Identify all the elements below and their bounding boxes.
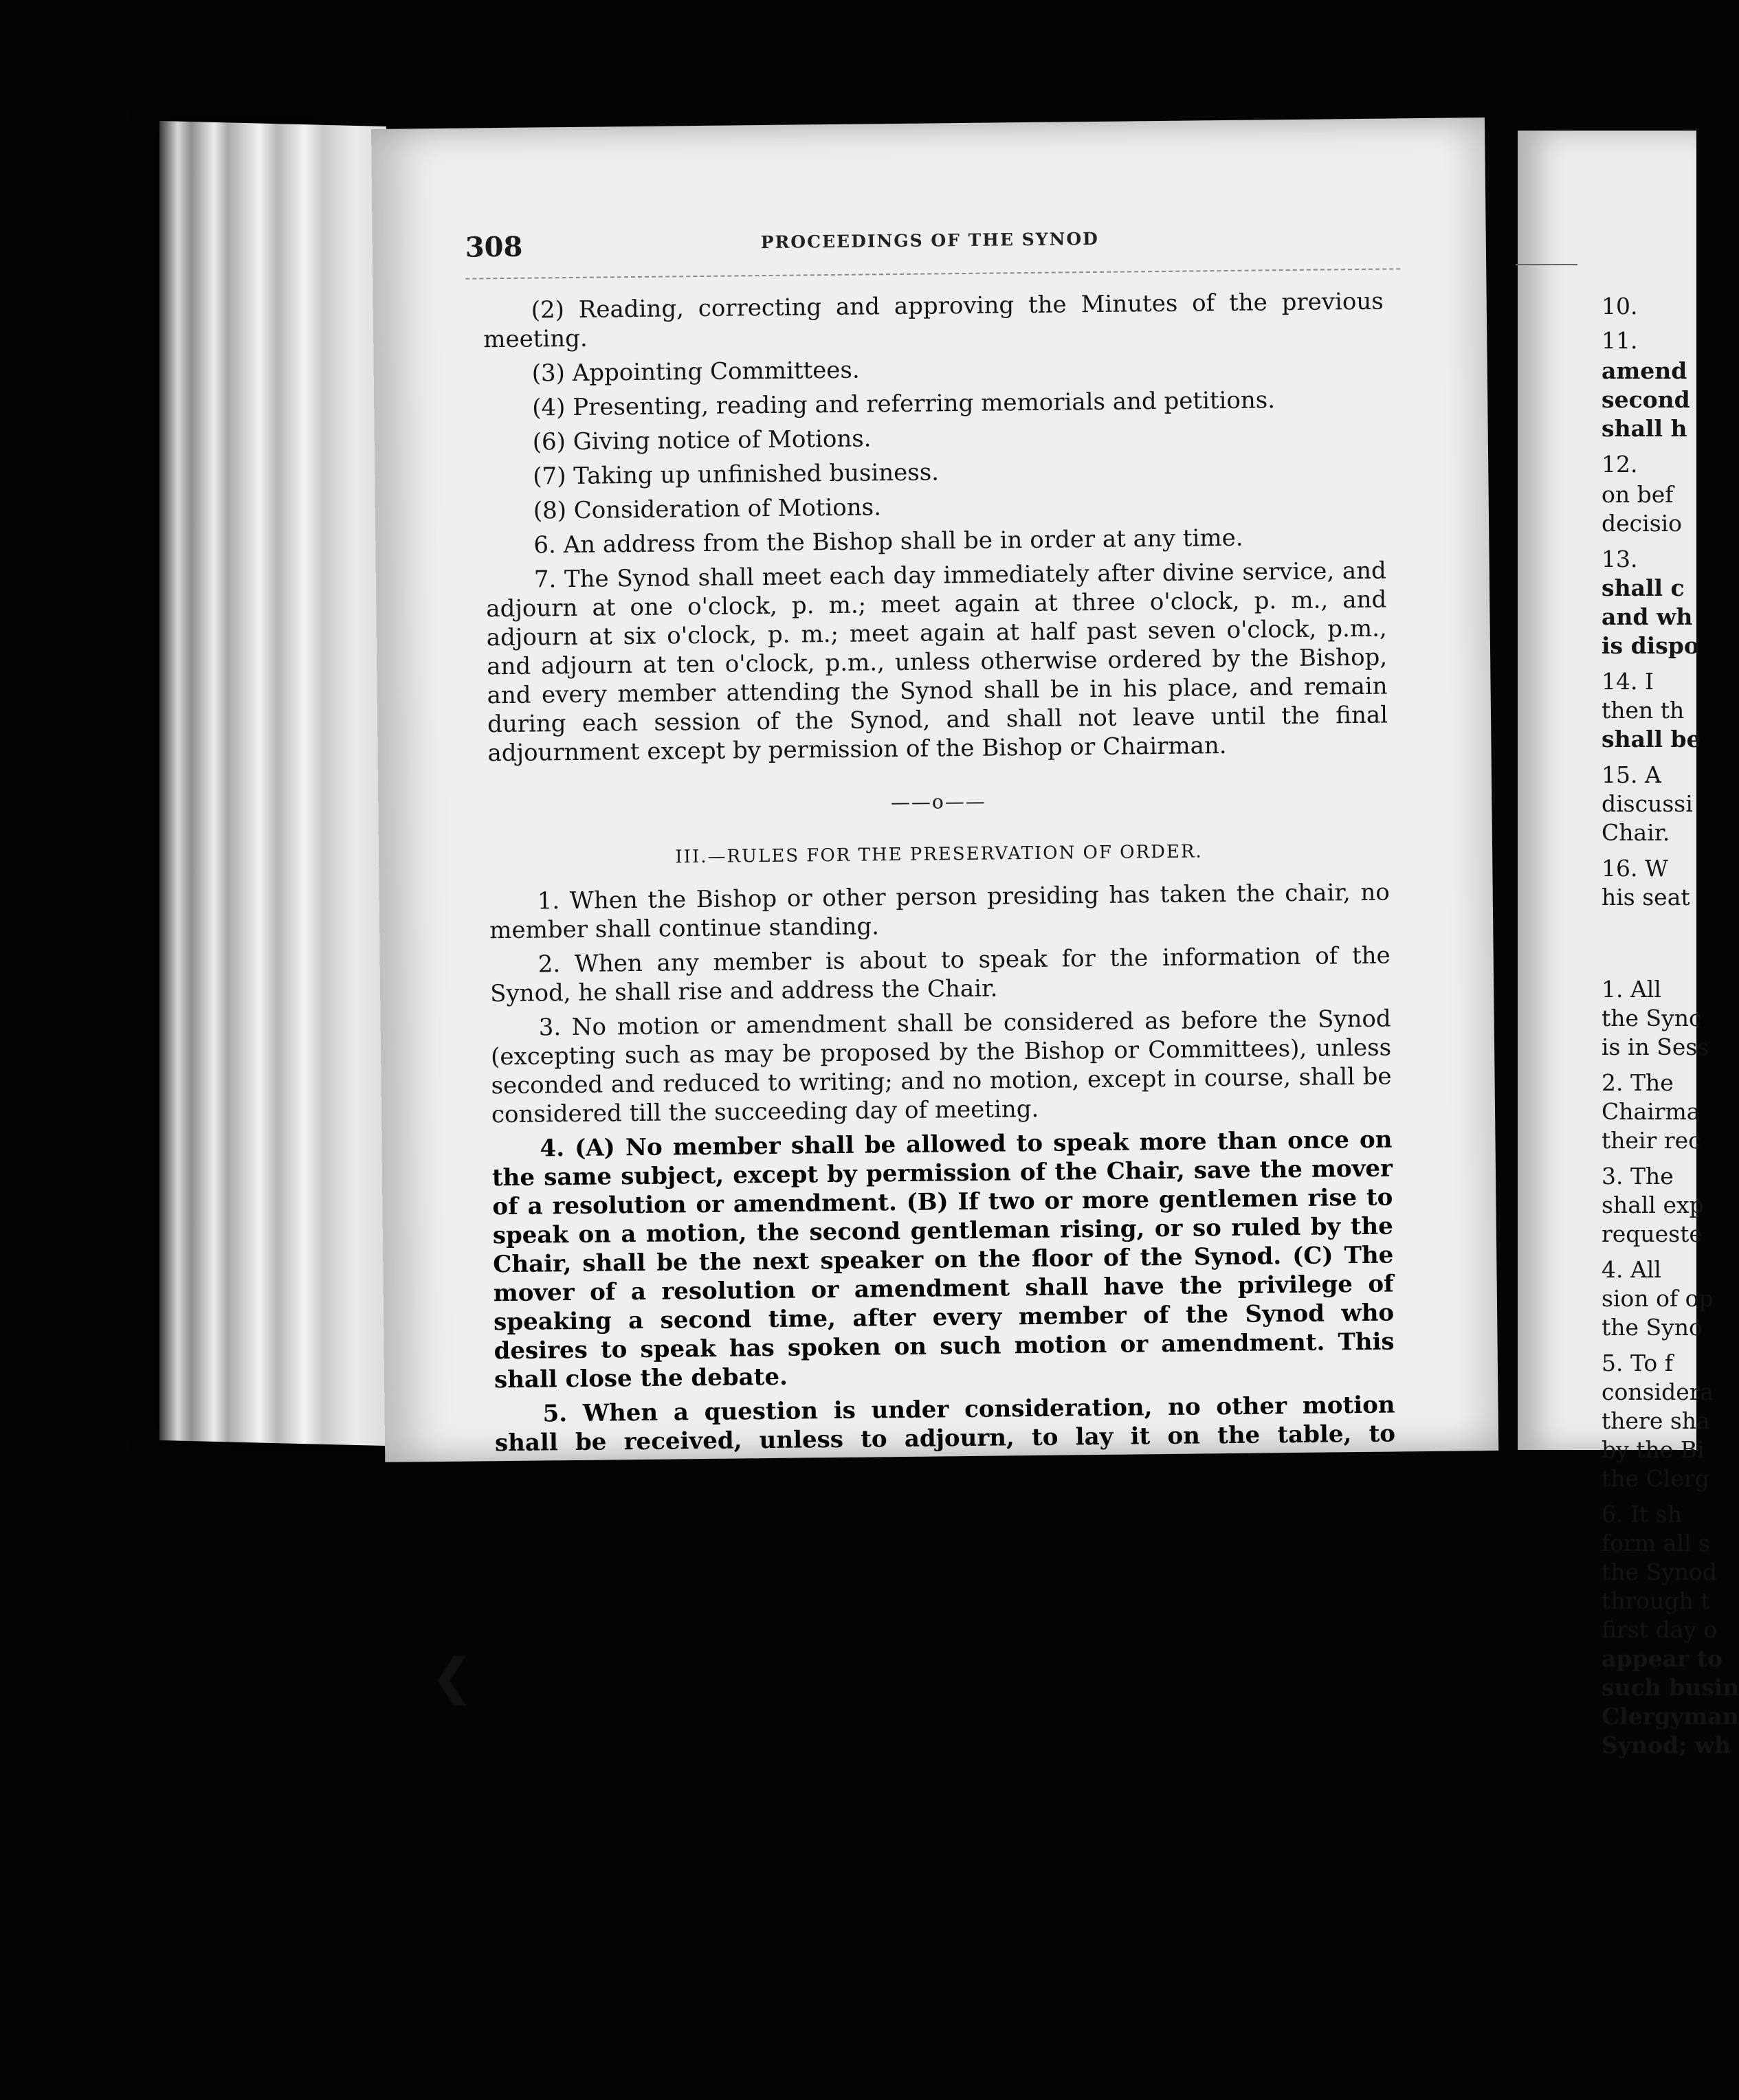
right-fragment: shall c (1602, 574, 1685, 601)
paragraph-6: 6. An address from the Bishop shall be in order at any time. (533, 524, 1243, 559)
rule-8: 8. Each member shall have the right to require, at any period of the debate, that a question in discussion be read for his information. (498, 1667, 1399, 1763)
right-fragment: decisio (1602, 510, 1683, 537)
right-fragment: the Sync (1602, 1005, 1702, 1031)
right-fragment: the Clerg (1602, 1465, 1709, 1492)
right-fragment: their rec (1602, 1127, 1701, 1154)
list-item: (7) Taking up unfinished business. (533, 458, 940, 491)
section-separator: ——o—— (890, 790, 986, 814)
right-fragment: first day o (1602, 1616, 1718, 1643)
page-body (483, 287, 1399, 1832)
list-item: (6) Giving notice of Motions. (532, 425, 872, 456)
right-fragment: by the Bi (1602, 1436, 1705, 1463)
right-fragment: 12. (1602, 451, 1638, 478)
rule-9: 9. A member called to order, while speaking, shall sit down, unless permitted to explain. (498, 1759, 1399, 1826)
right-fragment: his seat (1602, 884, 1690, 911)
running-title: PROCEEDINGS OF THE SYNOD (760, 228, 1100, 253)
right-fragment: 11. (1602, 327, 1638, 354)
rule-5: 5. When a question is under consideration, no other motion shall be received, unless to adjourn, to lay it on the table, to postpone it to a certain time, to postpone it indefinitely, to commit it, to amend it, or to divide on it; and motions for any of these purposes shall have precedence in the order here named. (494, 1391, 1397, 1544)
left-page (371, 118, 1498, 1826)
right-fragment: is dispo (1602, 632, 1699, 659)
right-fragment: 15. A (1602, 761, 1661, 788)
right-fragment: considera (1602, 1378, 1714, 1405)
right-fragment: there sha (1602, 1407, 1710, 1434)
right-fragment: 4. All (1602, 1256, 1661, 1283)
right-fragment: 3. The (1602, 1163, 1674, 1189)
right-fragment: and wh (1602, 603, 1693, 630)
right-fragment: discussi (1602, 790, 1693, 817)
right-fragment: on bef (1602, 481, 1674, 508)
rule-1: 1. When the Bishop or other person presiding has taken the chair, no member shall continue standing. (489, 878, 1390, 945)
rule-2: 2. When any member is about to speak for the information of the Synod, he shall rise and address the Chair. (489, 941, 1391, 1008)
right-fragment: Chair. (1602, 819, 1670, 846)
right-fragment: such busin (1602, 1674, 1739, 1701)
right-fragment: amend (1602, 357, 1687, 384)
right-fragment: shall exp (1602, 1192, 1704, 1218)
bold-rules (491, 1126, 1399, 1827)
right-fragment: 6. It sh (1602, 1501, 1682, 1528)
list-intro: (2) Reading, correcting and approving the Minutes of the previous meeting. (483, 287, 1384, 354)
right-fragment: the Synod (1602, 1559, 1718, 1585)
thumb-mark-icon: ❮ (432, 1648, 472, 1705)
right-fragment: form all s (1602, 1530, 1710, 1556)
section-heading: III.—RULES FOR THE PRESERVATION OF ORDER. (675, 841, 1203, 868)
paragraph-7: 7. The Synod shall meet each day immediately after divine service, and adjourn at one o'clock, p. m.; meet again at three o'clock, p. m., and adjourn at six o'clock, p. m.; meet again at half past seven o'clock, p.m., and adjourn at ten o'clock, p.m., unless otherwise ordered by the Bishop, and every member attending the Synod shall be in his place, and remain during each session of the Synod, and shall not leave until the final adjournment except by permission of the Bishop or Chairman. (486, 557, 1388, 768)
list-item: (3) Appointing Committees. (531, 356, 860, 388)
right-fragment: 10. (1602, 293, 1638, 320)
right-fragment: the Syno (1602, 1314, 1703, 1341)
right-fragment: through t (1602, 1587, 1710, 1614)
book-page-edges (159, 121, 386, 1446)
right-fragment: second (1602, 386, 1690, 413)
right-fragment: shall be (1602, 726, 1701, 752)
page-number: 308 (465, 230, 523, 264)
right-fragment: sion of op (1602, 1285, 1714, 1312)
rule-6: 6. Motions to adjourn, or to lay on the table, shall be decided without debate. (496, 1541, 1397, 1607)
right-fragment: Synod; wh (1602, 1732, 1731, 1758)
right-fragment: is in Sess (1602, 1034, 1709, 1060)
rule-3: 3. No motion or amendment shall be considered as before the Synod (excepting such as may be proposed by the Bishop or Committees), unless seconded and reduced to writing; and no motion, except in course, shall be considered till the succeeding day of meeting. (490, 1005, 1392, 1129)
right-fragment: 1. All (1602, 976, 1661, 1003)
right-fragment: shall h (1602, 415, 1687, 442)
right-fragment: 5. To f (1602, 1350, 1673, 1376)
right-fragment: Chairma (1602, 1098, 1701, 1125)
right-fragment: 16. W (1602, 855, 1668, 882)
rule-7: 7. When a motion has been read to the Synod by the Secretary, it cannot be withdrawn by the mover without the consent of the Chair. (497, 1604, 1397, 1671)
rule-4: 4. (A) No member shall be allowed to speak more than once on the same subject, except by permission of the Chair, save the mover of a resolution or amendment. (B) If two or more gentlemen rise to speak on a motion, the second gentleman rising, or so ruled by the Chair, shall be the next speaker on the floor of the Synod. (C) The mover of a resolution or amendment shall have the privilege of speaking a second time, after every member of the Synod who desires to speak has spoken on such motion or amendment. This shall close the debate. (491, 1126, 1395, 1394)
list-item: (8) Consideration of Motions. (533, 493, 882, 525)
right-page-rule (1516, 264, 1577, 265)
right-fragment: requeste (1602, 1220, 1703, 1247)
right-fragment: 13. (1602, 546, 1638, 572)
right-fragment: then th (1602, 697, 1685, 724)
right-fragment: 2. The (1602, 1069, 1674, 1096)
page-header (465, 221, 1401, 272)
right-fragment: 14. I (1602, 668, 1654, 695)
right-fragment: Clergyman (1602, 1703, 1739, 1730)
list-item: (4) Presenting, reading and referring memorials and petitions. (532, 386, 1276, 422)
right-fragment: appear to (1602, 1645, 1723, 1672)
